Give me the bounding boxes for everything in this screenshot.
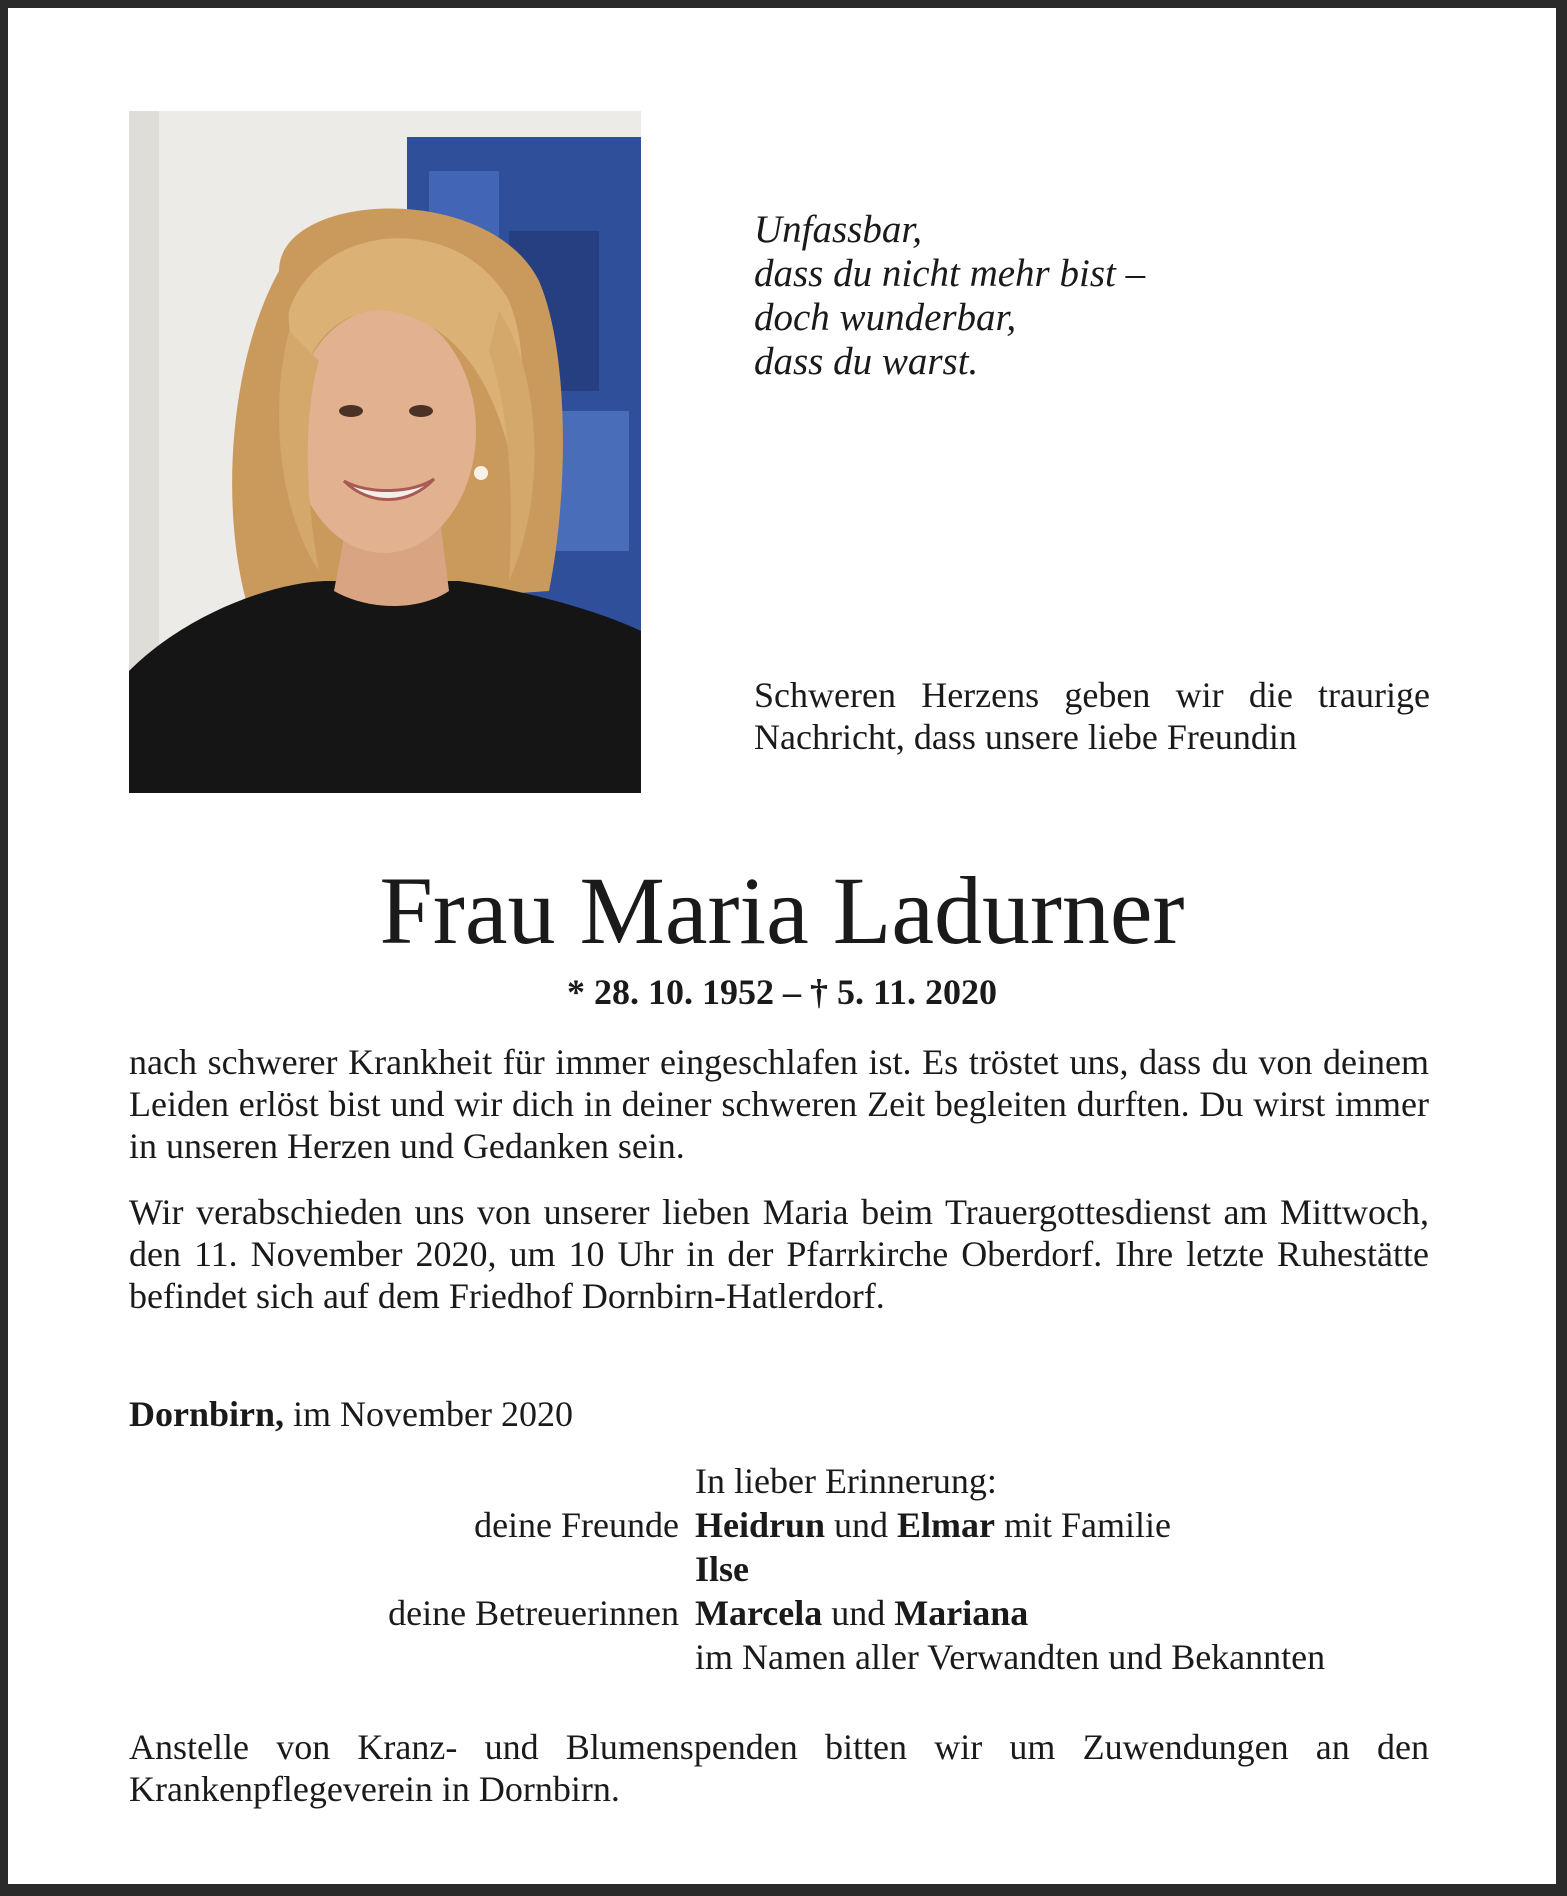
mourners-block	[129, 1459, 1429, 1679]
place-date-text: im November 2020	[293, 1394, 573, 1434]
life-dates: * 28. 10. 1952 – † 5. 11. 2020	[566, 972, 997, 1012]
conjunction: und	[834, 1505, 889, 1545]
friend-name: Heidrun	[695, 1505, 826, 1545]
poem-line: doch wunderbar,	[754, 296, 1017, 339]
paragraph-passing: nach schwerer Krankheit für immer eingeschlafen ist. Es tröstet uns, dass du von deinem Leiden erlöst bist und wir dich in deiner schweren Zeit begleiten durften. Du wirst immer in unseren Herzen und Gedanken sein.	[129, 1042, 1429, 1166]
friend-name: Elmar	[897, 1505, 996, 1545]
poem-line: dass du nicht mehr bist –	[754, 252, 1146, 295]
mourners-heading: In lieber Erinnerung:	[695, 1461, 997, 1501]
carer-name: Mariana	[894, 1593, 1029, 1633]
poem-line: dass du warst.	[754, 340, 979, 383]
carer-name: Marcela	[695, 1593, 823, 1633]
deceased-name: Frau Maria Ladurner	[379, 857, 1185, 964]
paragraph-donations: Anstelle von Kranz- und Blumenspenden bitten wir um Zuwendungen an den Krankenpflegeverein in Dornbirn.	[129, 1727, 1429, 1809]
carers-label: deine Betreuerinnen	[388, 1593, 679, 1633]
obituary-notice	[8, 8, 1556, 1884]
place-city: Dornbirn,	[129, 1394, 285, 1434]
conjunction: und	[831, 1593, 886, 1633]
place-date	[129, 1393, 573, 1435]
relatives-line: im Namen aller Verwandten und Bekannten	[695, 1637, 1326, 1677]
intro-text: Schweren Herzens geben wir die traurige Nachricht, dass unsere liebe Freundin	[754, 675, 1430, 757]
portrait-photo	[129, 111, 641, 793]
poem	[754, 208, 1254, 384]
friend-name: Ilse	[695, 1549, 749, 1589]
friends-label: deine Freunde	[474, 1505, 679, 1545]
poem-line: Unfassbar,	[754, 208, 922, 251]
portrait-icon	[129, 111, 641, 793]
friend-suffix: mit Familie	[1004, 1505, 1172, 1545]
paragraph-service: Wir verabschieden uns von unserer lieben Maria beim Trauergottesdienst am Mittwoch, den 11. November 2020, um 10 Uhr in der Pfarrkirche Oberdorf. Ihre letzte Ruhestätte befindet sich auf dem Friedhof Dornbirn-Hatlerdorf.	[129, 1192, 1429, 1316]
